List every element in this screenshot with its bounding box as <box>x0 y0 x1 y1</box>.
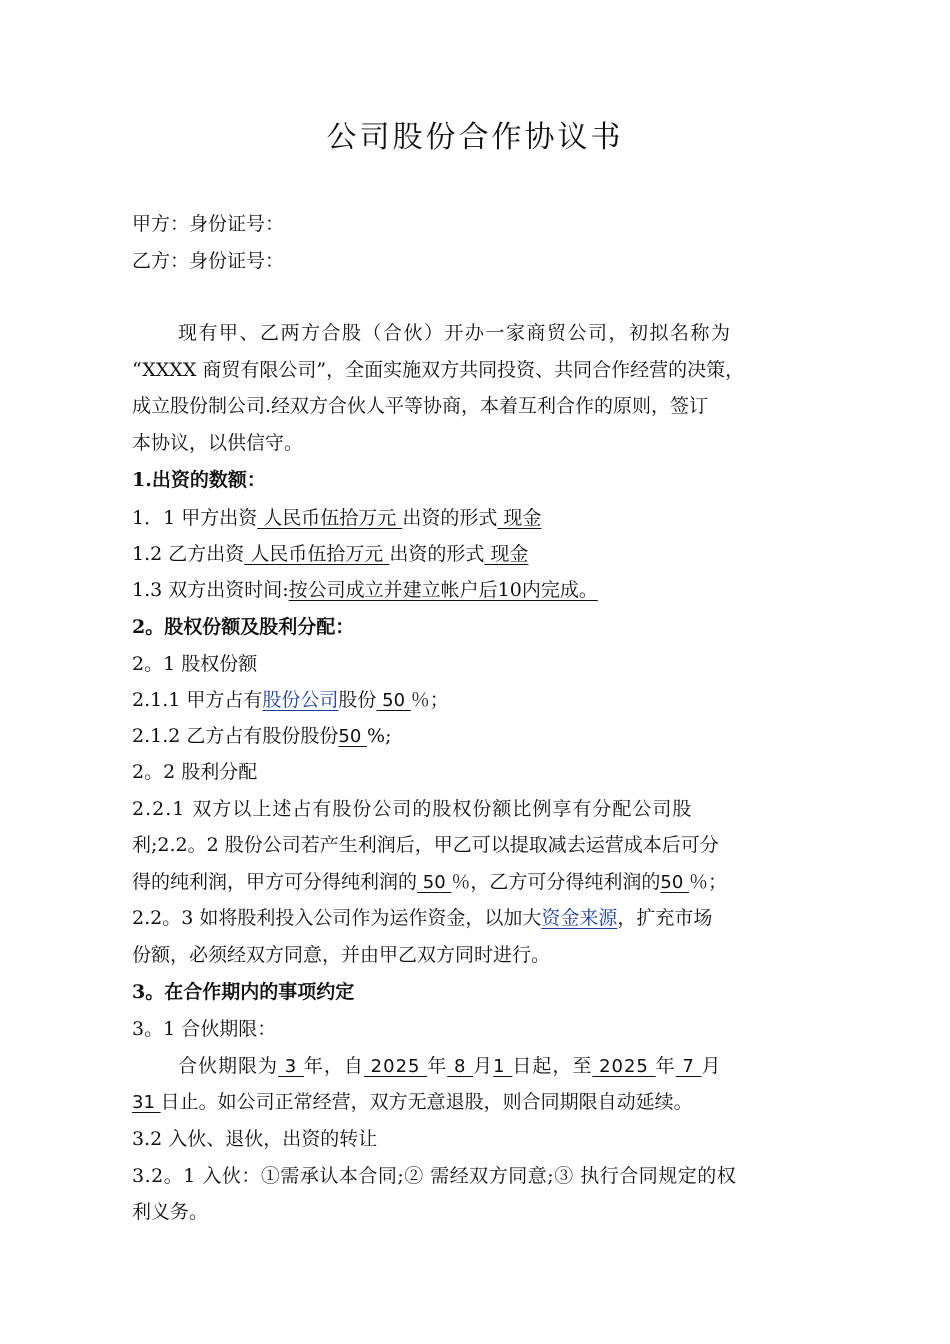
dividend-subheading: 2。2 股利分配 <box>132 761 258 783</box>
equity-share-subheading: 2。1 股权份额 <box>132 653 258 675</box>
contribution-a-form-label: 出资的形式 <box>402 507 498 529</box>
end-day: 31 <box>132 1092 161 1113</box>
section-2-heading: 2。股权份额及股利分配： <box>132 616 355 638</box>
term-from: 日起，至 <box>512 1055 593 1077</box>
start-day: 1 <box>493 1056 513 1077</box>
start-year: 2025 <box>363 1056 428 1077</box>
dividend-a-percent: 50 <box>417 872 452 893</box>
transfer-subheading: 3.2 入伙、退伙，出资的转让 <box>132 1128 378 1150</box>
reinvest-suffix: ，扩充市场 <box>617 907 713 929</box>
dividend-para-line-4 <box>132 905 832 931</box>
equity-b-label: 2.1.2 乙方占有股份股份 <box>132 725 339 747</box>
intro-line-2: “XXXX 商贸有限公司”，全面实施双方共同投资、共同合作经营的决策， <box>132 359 745 381</box>
equity-b-percent: 50 <box>338 726 368 747</box>
contribution-a-amount: 人民币伍拾万元 <box>257 507 403 529</box>
contribution-b-amount: 人民币伍拾万元 <box>244 543 390 565</box>
intro-line-1: 现有甲、乙两方合股（合伙）开办一家商贸公司，初拟名称为 <box>178 322 732 344</box>
equity-b-suffix: %; <box>367 725 392 747</box>
equity-a-suffix: ％； <box>410 689 449 711</box>
dividend-suffix: ％； <box>689 871 728 893</box>
party-b-line: 乙方：身份证号： <box>132 250 285 272</box>
contribution-b-line <box>132 541 832 567</box>
term-label: 合伙期限为 <box>178 1055 279 1077</box>
capital-source-link[interactable]: 资金来源 <box>541 907 618 929</box>
intro-line-3: 成立股份制公司.经双方合伙人平等协商，本着互利合作的原则，签订 <box>132 395 709 417</box>
end-month-unit: 月 <box>701 1055 722 1077</box>
contribution-b-form-label: 出资的形式 <box>389 543 485 565</box>
contribution-b-label: 1.2 乙方出资 <box>132 543 245 565</box>
contribution-time-label: 1.3 双方出资时间: <box>132 579 289 601</box>
term-years: 3 <box>278 1056 304 1077</box>
term-line-1 <box>132 1053 832 1080</box>
equity-a-line <box>132 687 832 714</box>
dividend-para-line-5: 份额，必须经双方同意，并由甲乙双方同时进行。 <box>132 944 551 966</box>
intro-line-4: 本协议，以供信守。 <box>132 432 304 454</box>
contribution-a-line <box>132 505 832 531</box>
term-subheading: 3。1 合伙期限： <box>132 1018 277 1040</box>
contribution-a-form: 现金 <box>497 507 542 529</box>
term-year-unit: 年，自 <box>303 1055 364 1077</box>
end-month: 7 <box>675 1056 702 1077</box>
start-month: 8 <box>447 1056 474 1077</box>
equity-a-mid: 股份 <box>338 689 377 711</box>
dividend-para-line-3 <box>132 869 832 896</box>
dividend-b-percent: 50 <box>660 872 690 893</box>
join-line-1: 3.2。1 入伙：①需承认本合同;② 需经双方同意;③ 执行合同规定的权 <box>132 1165 737 1187</box>
reinvest-label: 2.2。3 如将股利投入公司作为运作资金，以加大 <box>132 907 542 929</box>
equity-a-label: 2.1.1 甲方占有 <box>132 689 263 711</box>
contribution-time-line <box>132 577 832 603</box>
contribution-time-value: 按公司成立并建立帐户后10内完成。 <box>288 579 598 601</box>
dividend-a-label: 得的纯利润，甲方可分得纯利润的 <box>132 871 418 893</box>
section-1-heading: 1.出资的数额： <box>132 469 266 491</box>
section-3-heading: 3。在合作期内的事项约定 <box>132 981 355 1003</box>
term-line-2 <box>132 1089 832 1116</box>
term-end-text: 日止。如公司正常经营，双方无意退股，则合同期限自动延续。 <box>160 1091 693 1113</box>
dividend-b-label: ％，乙方可分得纯利润的 <box>451 871 661 893</box>
end-year-unit: 年 <box>655 1055 676 1077</box>
join-line-2: 利义务。 <box>132 1201 209 1223</box>
dividend-para-line-1: 2.2.1 双方以上述占有股份公司的股权份额比例享有分配公司股 <box>132 798 693 820</box>
end-year: 2025 <box>592 1056 656 1077</box>
contribution-b-form: 现金 <box>484 543 529 565</box>
equity-a-percent: 50 <box>376 690 411 711</box>
dividend-para-line-2: 利;2.2。2 股份公司若产生利润后，甲乙可以提取减去运营成本后可分 <box>132 834 719 856</box>
contribution-a-label: 1．1 甲方出资 <box>132 507 258 529</box>
start-year-unit: 年 <box>427 1055 448 1077</box>
party-a-line: 甲方：身份证号： <box>132 213 285 235</box>
equity-b-line <box>132 723 832 750</box>
document-title: 公司股份合作协议书 <box>326 120 624 155</box>
start-month-unit: 月 <box>473 1055 494 1077</box>
equity-company-link[interactable]: 股份公司 <box>262 689 339 711</box>
